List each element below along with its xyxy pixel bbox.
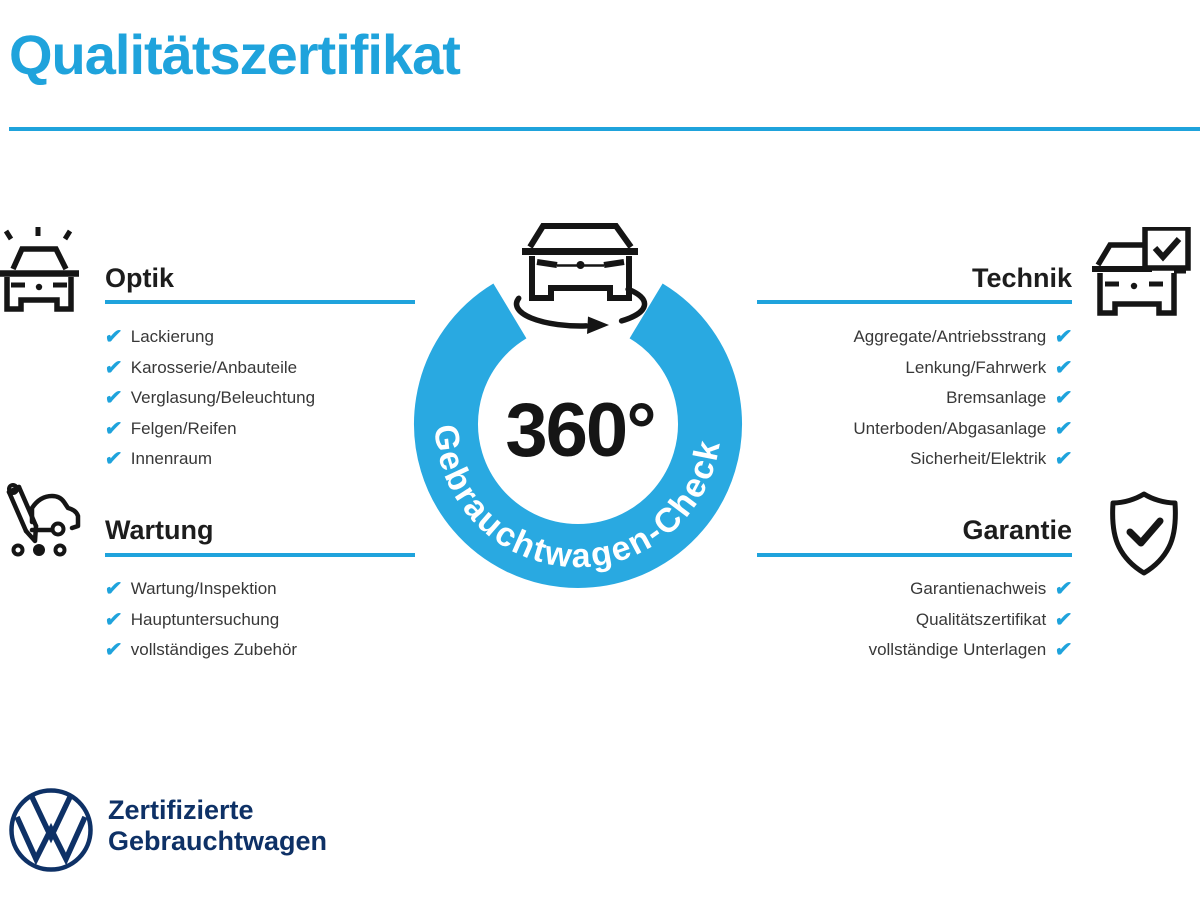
section-optik-items — [105, 322, 445, 475]
check-icon: ✔ — [1053, 639, 1074, 662]
brand-claim-line2: Gebrauchtwagen — [108, 826, 328, 856]
check-item-label: Bremsanlage — [946, 388, 1047, 408]
page-title: Qualitätszertifikat — [9, 23, 460, 86]
check-item-label: Karosserie/Anbauteile — [130, 357, 298, 377]
check-item — [105, 322, 445, 353]
check-item — [660, 414, 1072, 445]
check-item-label: Innenraum — [130, 449, 213, 469]
check-item — [105, 353, 445, 384]
section-title-optik: Optik — [105, 263, 175, 293]
section-wartung-items — [105, 574, 445, 666]
check-icon: ✔ — [1053, 387, 1074, 410]
check-item — [105, 605, 445, 636]
car-shine-icon — [0, 226, 82, 322]
badge-ring-label: Gebrauchtwagen-Check — [426, 422, 729, 576]
check-icon: ✔ — [103, 417, 124, 440]
section-technik-items — [660, 322, 1072, 475]
check-item — [660, 605, 1072, 636]
check-item — [105, 444, 445, 475]
car-checkbox-icon — [1092, 227, 1192, 319]
check-icon: ✔ — [103, 448, 124, 471]
check-item-label: Hauptuntersuchung — [130, 609, 280, 629]
check-item — [660, 635, 1072, 666]
check-icon: ✔ — [103, 578, 124, 601]
check-item — [105, 635, 445, 666]
check-item-label: Aggregate/Antriebsstrang — [853, 327, 1047, 347]
check-icon: ✔ — [1053, 417, 1074, 440]
check-icon: ✔ — [103, 639, 124, 662]
check-item-label: Qualitätszertifikat — [915, 609, 1047, 629]
service-pen-car-icon — [2, 482, 90, 560]
check-icon: ✔ — [1053, 578, 1074, 601]
check-item — [105, 574, 445, 605]
section-garantie-items — [660, 574, 1072, 666]
rotating-car-icon — [517, 226, 645, 334]
vw-logo — [8, 787, 94, 873]
check-icon: ✔ — [1053, 326, 1074, 349]
check-item — [660, 444, 1072, 475]
check-item — [105, 383, 445, 414]
section-title-garantie: Garantie — [962, 515, 1072, 545]
shield-check-icon — [1104, 490, 1184, 578]
check-item-label: vollständige Unterlagen — [868, 640, 1047, 660]
check-icon: ✔ — [1053, 448, 1074, 471]
section-rule-wartung — [105, 553, 415, 557]
check-icon: ✔ — [103, 387, 124, 410]
check-item — [660, 322, 1072, 353]
check-item-label: Unterboden/Abgasanlage — [853, 418, 1047, 438]
title-divider — [9, 127, 1200, 131]
section-rule-technik — [757, 300, 1072, 304]
check-icon: ✔ — [103, 608, 124, 631]
section-rule-garantie — [757, 553, 1072, 557]
check-item — [660, 574, 1072, 605]
check-item — [660, 353, 1072, 384]
check-item-label: Wartung/Inspektion — [130, 579, 277, 599]
section-title-wartung: Wartung — [105, 515, 214, 545]
check-item-label: Felgen/Reifen — [130, 418, 237, 438]
check-item-label: Verglasung/Beleuchtung — [130, 388, 316, 408]
check-icon: ✔ — [1053, 608, 1074, 631]
badge-degree-label: 360° — [505, 388, 655, 473]
check-item — [660, 383, 1072, 414]
section-rule-optik — [105, 300, 415, 304]
check-item-label: Sicherheit/Elektrik — [910, 449, 1047, 469]
brand-claim — [108, 795, 327, 857]
check-icon: ✔ — [1053, 356, 1074, 379]
brand-claim-line1: Zertifizierte — [108, 795, 254, 825]
check-icon: ✔ — [103, 356, 124, 379]
check-icon: ✔ — [103, 326, 124, 349]
check-item-label: Garantienachweis — [910, 579, 1047, 599]
check-item-label: Lenkung/Fahrwerk — [905, 357, 1047, 377]
section-title-technik: Technik — [971, 263, 1072, 293]
check-item-label: Lackierung — [130, 327, 214, 347]
check-item — [105, 414, 445, 445]
check-item-label: vollständiges Zubehör — [130, 640, 298, 660]
